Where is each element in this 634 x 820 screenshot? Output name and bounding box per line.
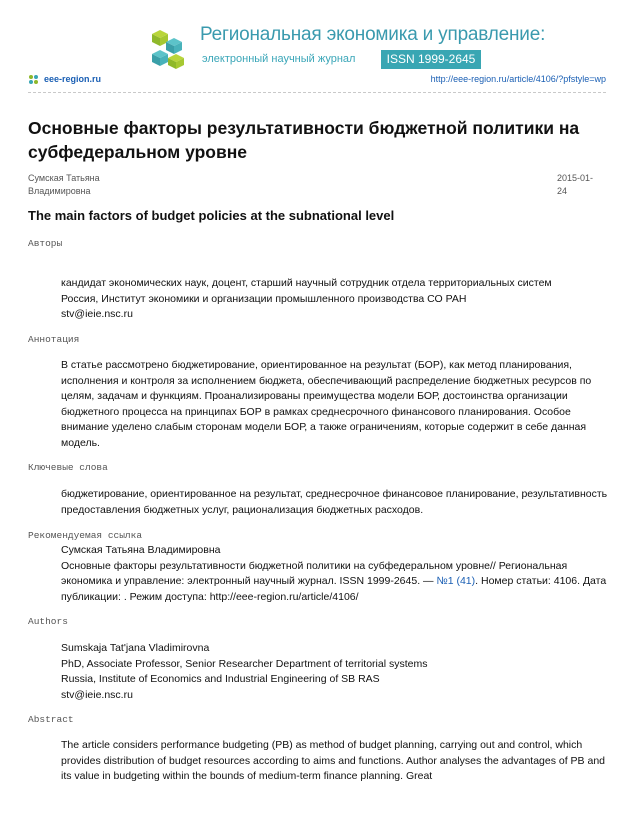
issn-badge: ISSN 1999-2645 (381, 50, 481, 69)
site-logo-icon (28, 74, 40, 84)
citation-text-after: . Номер статьи: 4106. Дата публикации: . Режим доступа: http://eee-region.ru/article/4106/ (61, 575, 607, 603)
abstract-label: Abstract (28, 714, 74, 725)
site-link[interactable] (28, 74, 101, 84)
journal-header (0, 0, 634, 75)
keywords-text: бюджетирование, ориентированное на результат, среднесрочное финансовое планирование, результативность предоставления бюджетных услуг, рационализация бюджетных расходов. (61, 488, 608, 516)
citation-block (61, 543, 611, 605)
article-url-link[interactable]: http://eee-region.ru/article/4106/?pfstyle=wp (430, 74, 606, 84)
authors-en-line: Sumskaja Tat'jana Vladimirovna (61, 642, 210, 654)
journal-logo-icon (150, 28, 192, 70)
citation-text-before: Основные факторы результативности бюджетной политики на субфедеральном уровне// Региональная экономика и управление: электронный научный журнал. ISSN 1999-2645. — (61, 559, 568, 587)
authors-en-line: Russia, Institute of Economics and Industrial Engineering of SB RAS (61, 673, 380, 685)
citation-label: Рекомендуемая ссылка (28, 530, 143, 541)
header-divider (28, 92, 606, 93)
top-link-bar (28, 74, 606, 88)
article-author: Сумская Татьяна Владимировна (28, 173, 100, 196)
authors-en-line: PhD, Associate Professor, Senior Researcher Department of territorial systems (61, 657, 428, 670)
article-title-en: The main factors of budget policies at the subnational level (28, 208, 395, 223)
journal-title: Региональная экономика и управление: (200, 24, 546, 45)
authors-line: кандидат экономических наук, доцент, старший научный сотрудник отдела территориальных систем (61, 277, 552, 289)
authors-en-block (61, 641, 611, 703)
citation-text (61, 559, 611, 606)
authors-en-line: stv@ieie.nsc.ru (61, 688, 133, 701)
annotation-text: В статье рассмотрено бюджетирование, ориентированное на результат (БОР), как метод планирования, исполнения и контроля за исполнением бюджета, обеспечивающий распределение бюджетных ресурсов по целям, задачам и функциям. Проанализированы преимущества модели БОР, достоинства организации бюджетного процесса на принципах БОР в рамках среднесрочного финансового планирования. Особое внимание уделено слабым сторонам модели БОР, а также ограничениям, которые содержит в себе данная модель. (61, 359, 592, 449)
issue-link[interactable]: №1 (41) (436, 575, 476, 587)
site-link-label: eee-region.ru (44, 74, 102, 84)
keywords-label: Ключевые слова (28, 462, 108, 473)
citation-author: Сумская Татьяна Владимировна (61, 544, 221, 556)
authors-en-label: Authors (28, 616, 68, 627)
journal-subtitle: электронный научный журнал (202, 53, 356, 65)
authors-block (61, 276, 611, 323)
authors-label: Авторы (28, 238, 63, 249)
abstract-text: The article considers performance budgeting (PB) as method of budget planning, carrying out and control, which provides distribution of budget resources according to aims and functions. Author analyses the advantages of PB and its value in budgeting within the bounds of medium-term finance planning. Great (61, 739, 606, 782)
authors-line: Россия, Институт экономики и организации промышленного производства СО РАН (61, 292, 467, 305)
article-title: Основные факторы результативности бюджетной политики на субфедеральном уровне (28, 118, 580, 162)
authors-line: stv@ieie.nsc.ru (61, 308, 133, 320)
article-date: 2015-01-24 (557, 173, 594, 196)
annotation-label: Аннотация (28, 334, 80, 345)
